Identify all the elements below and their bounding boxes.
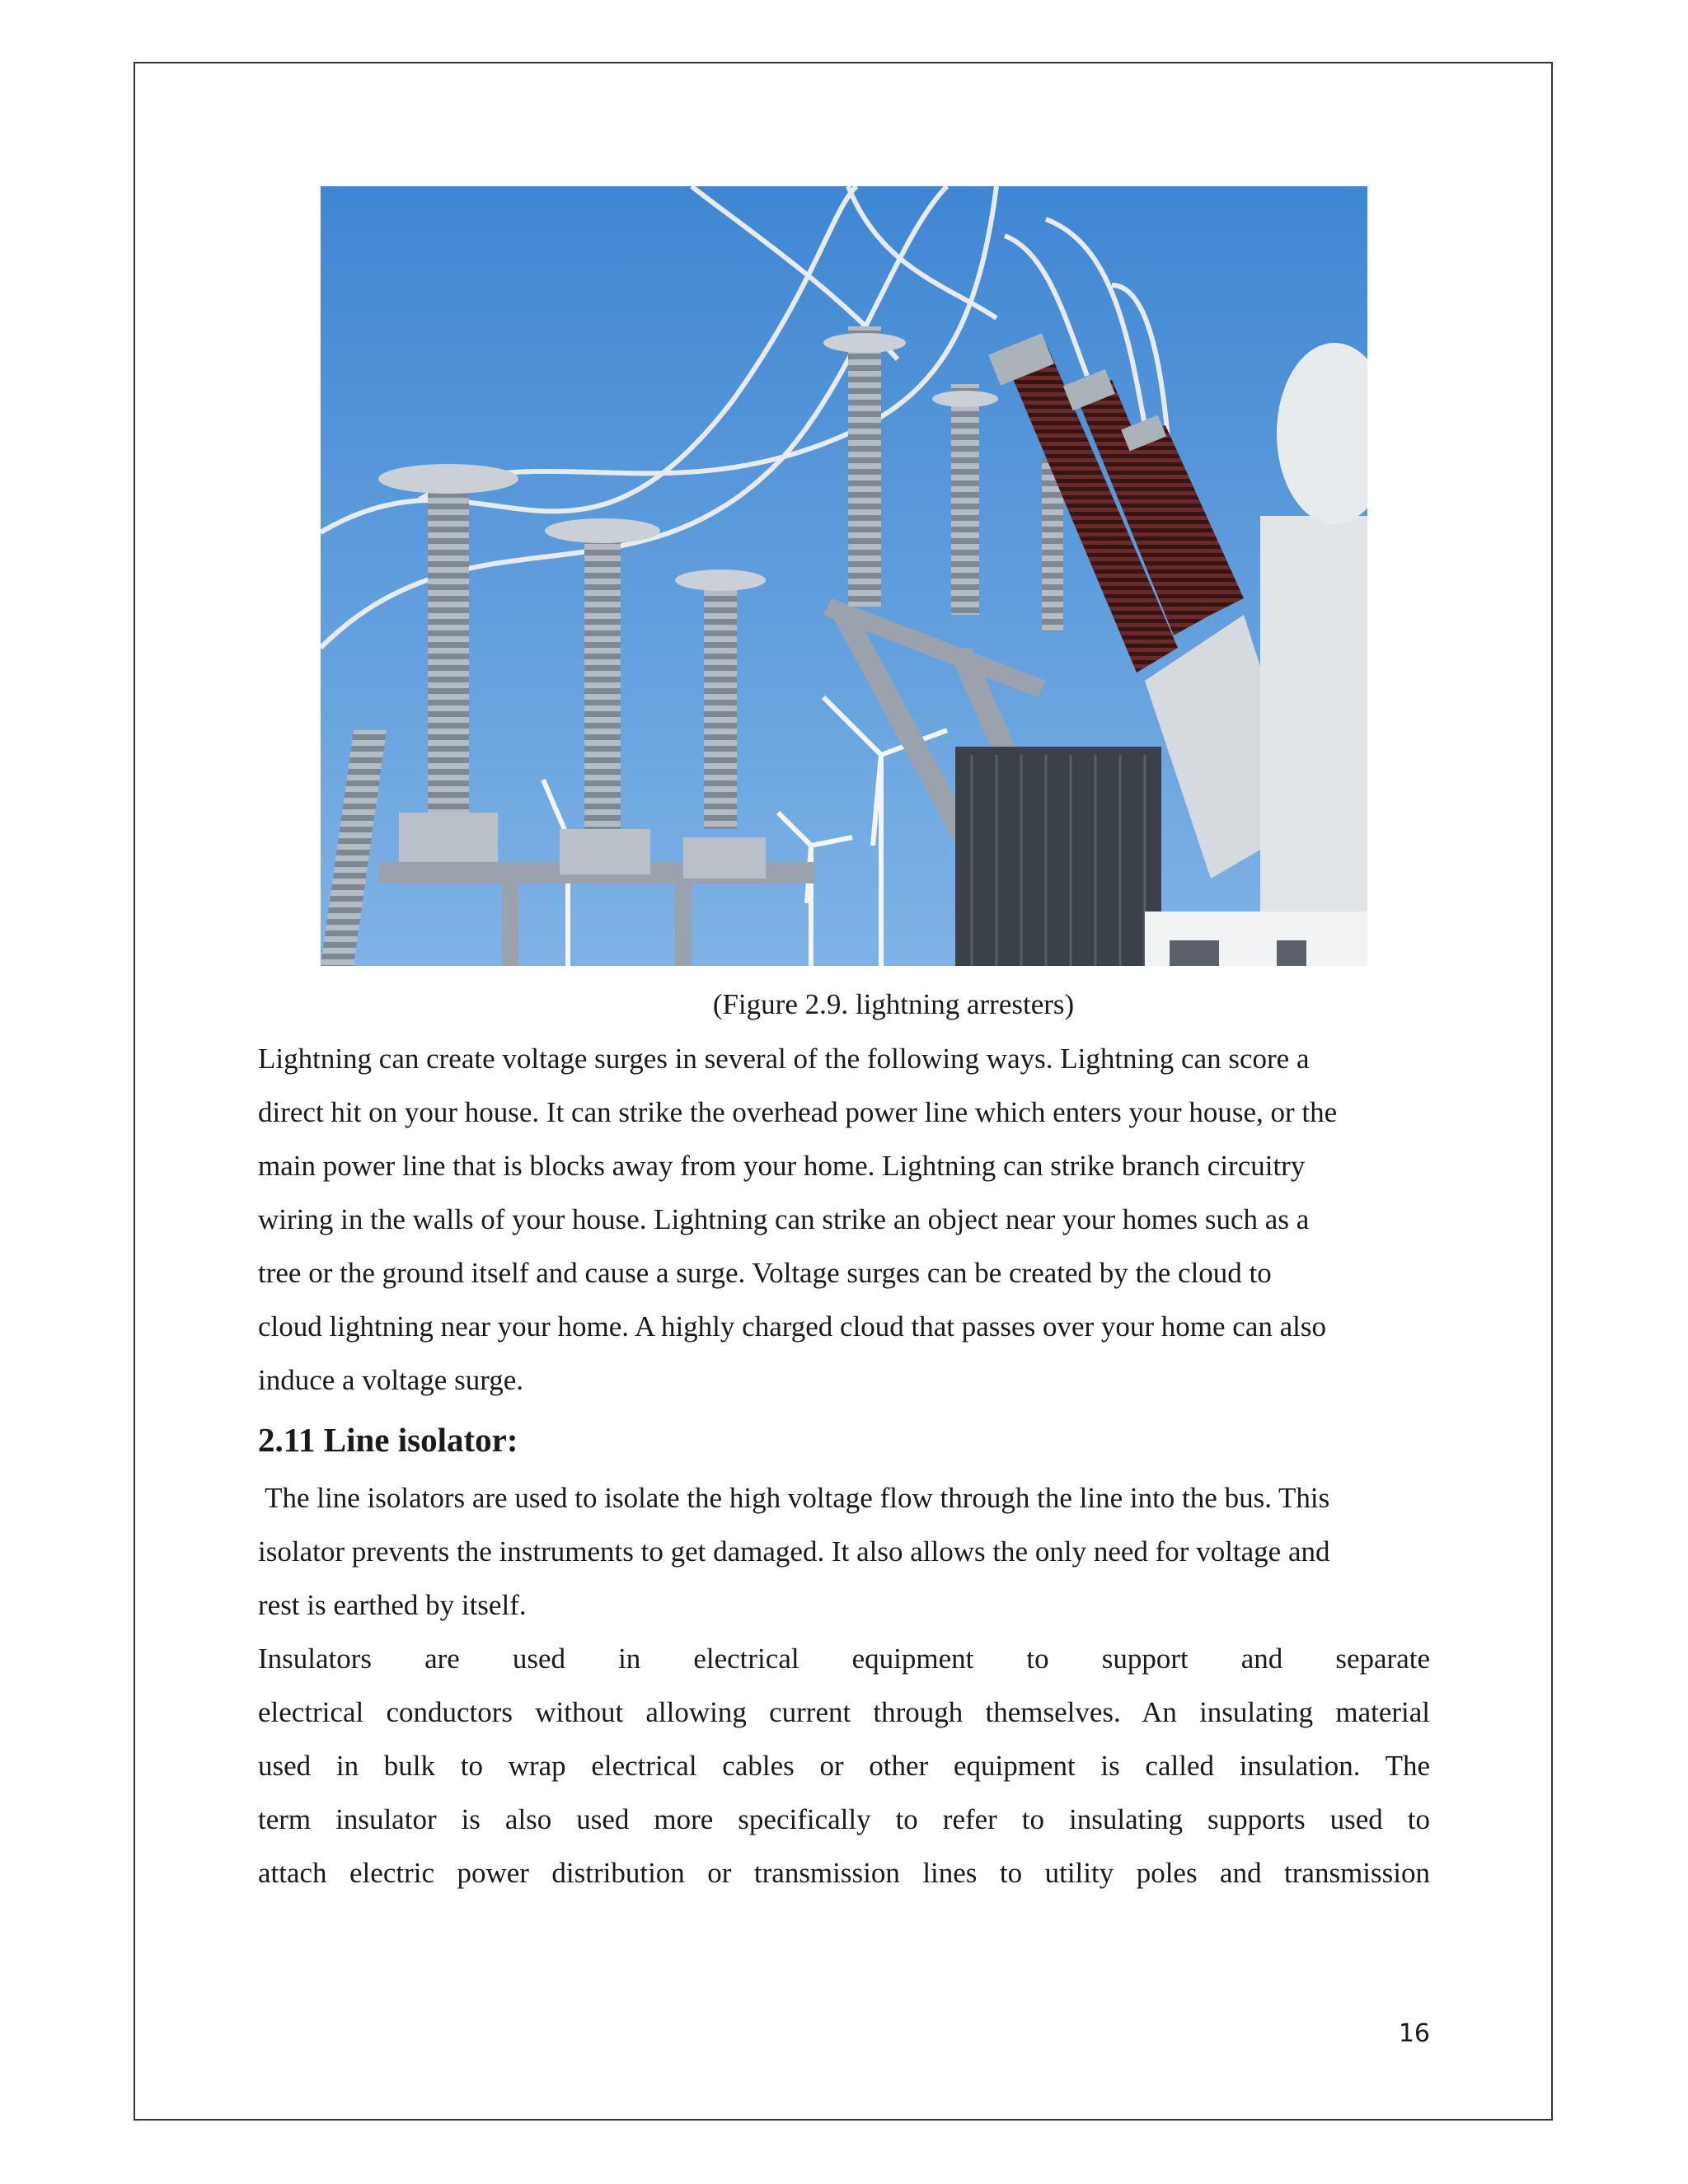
substation-illustration <box>321 186 1367 966</box>
paragraph-line: Lightning can create voltage surges in several of the following ways. Lightning can score a <box>258 1043 1310 1075</box>
paragraph-line: term insulator is also used more specifically to refer to insulating supports used to <box>258 1803 1430 1835</box>
paragraph-line: used in bulk to wrap electrical cables or other equipment is called insulation. The <box>258 1750 1430 1782</box>
figure-caption: (Figure 2.9. lightning arresters) <box>712 988 1075 1020</box>
paragraph-line-isolators <box>258 1471 1430 1632</box>
page-number: 16 <box>1398 2019 1430 2048</box>
paragraph-line: attach electric power distribution or transmission lines to utility poles and transmission <box>258 1857 1430 1889</box>
paragraph-line: Insulators are used in electrical equipment to support and separate <box>258 1643 1430 1675</box>
paragraph-line: The line isolators are used to isolate the high voltage flow through the line into the bus. This <box>258 1482 1330 1514</box>
paragraph-line: tree or the ground itself and cause a surge. Voltage surges can be created by the cloud to <box>258 1257 1272 1289</box>
paragraph-line: direct hit on your house. It can strike the overhead power line which enters your house, or the <box>258 1096 1338 1128</box>
paragraph-line: electrical conductors without allowing current through themselves. An insulating material <box>258 1696 1430 1728</box>
section-heading: 2.11 Line isolator: <box>258 1421 518 1459</box>
paragraph-line: cloud lightning near your home. A highly charged cloud that passes over your home can also <box>258 1310 1327 1343</box>
paragraph-lightning-surges <box>258 1032 1430 1407</box>
paragraph-line: wiring in the walls of your house. Lightning can strike an object near your homes such as a <box>258 1203 1310 1235</box>
paragraph-line: rest is earthed by itself. <box>258 1589 527 1621</box>
paragraph-insulators <box>258 1632 1430 1900</box>
lightning-arresters-photo <box>321 186 1367 966</box>
paragraph-line: induce a voltage surge. <box>258 1364 524 1396</box>
paragraph-line: isolator prevents the instruments to get damaged. It also allows the only need for voltage and <box>258 1535 1330 1568</box>
paragraph-line: main power line that is blocks away from your home. Lightning can strike branch circuitry <box>258 1150 1306 1182</box>
